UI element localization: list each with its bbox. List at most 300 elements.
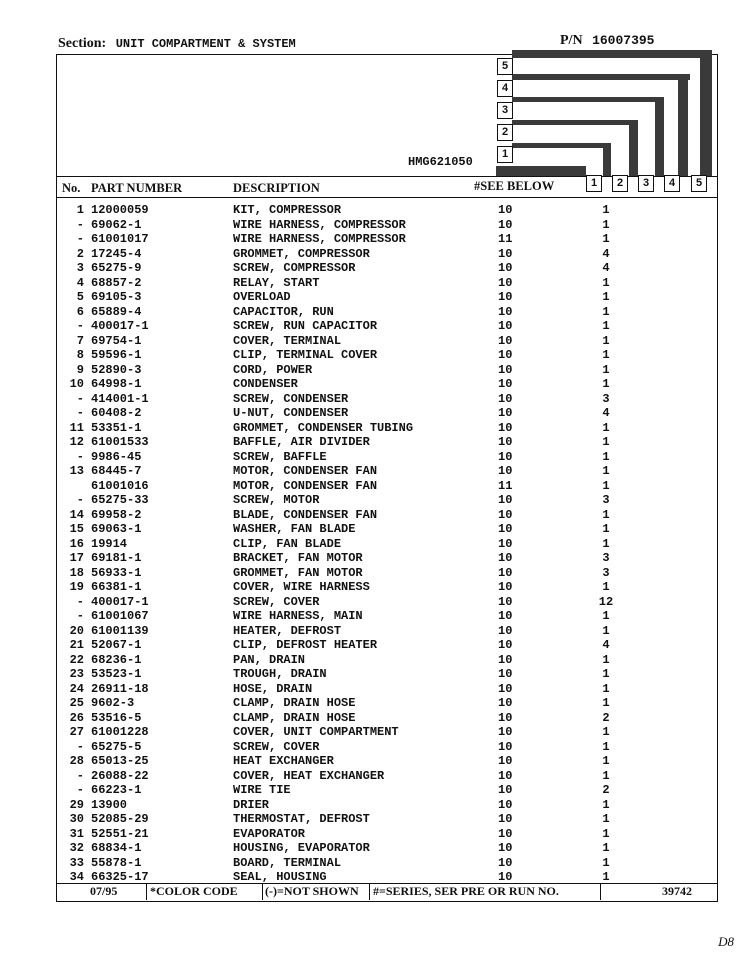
- series: 10: [498, 551, 513, 565]
- series: 10: [498, 362, 513, 377]
- series: 10: [498, 464, 513, 478]
- column-header-no: No.: [62, 181, 81, 195]
- item-number: -: [76, 406, 84, 420]
- description: CONDENSER: [233, 377, 298, 391]
- description: WIRE HARNESS, MAIN: [233, 609, 363, 623]
- quantity: 1: [602, 217, 610, 232]
- quantity: 1: [602, 870, 610, 884]
- series: 10: [498, 739, 513, 754]
- series: 10: [498, 290, 513, 304]
- quantity: 1: [602, 681, 610, 696]
- section-value: UNIT COMPARTMENT & SYSTEM: [115, 37, 296, 51]
- description: OVERLOAD: [233, 290, 291, 304]
- table-row: [0, 783, 750, 797]
- series: 10: [498, 304, 513, 319]
- series: 10: [498, 319, 513, 333]
- table-row: [0, 334, 750, 348]
- description: WIRE HARNESS, COMPRESSOR: [233, 232, 406, 246]
- item-number: 17: [69, 551, 84, 565]
- quantity: 1: [602, 826, 610, 841]
- item-number: 15: [69, 522, 84, 536]
- part-number: 400017-1: [91, 319, 149, 333]
- description: CLAMP, DRAIN HOSE: [233, 696, 356, 710]
- item-number: -: [76, 609, 84, 623]
- table-row: [0, 435, 750, 449]
- section-header: [58, 36, 296, 52]
- part-number: 68834-1: [91, 841, 142, 855]
- description: BOARD, TERMINAL: [233, 855, 342, 870]
- column-box-4: 4: [664, 175, 680, 192]
- quantity: 1: [602, 536, 610, 551]
- footer-date: 07/95: [90, 884, 118, 898]
- description: CAPACITOR, RUN: [233, 304, 334, 319]
- series: 10: [498, 493, 513, 507]
- part-number: 61001017: [91, 232, 149, 246]
- table-row: [0, 493, 750, 507]
- description: CLIP, DEFROST HEATER: [233, 638, 378, 652]
- column-box-1: 1: [586, 175, 602, 192]
- table-row: [0, 798, 750, 812]
- section-label: Section:: [58, 36, 107, 51]
- description: SCREW, COVER: [233, 739, 320, 754]
- table-row: [0, 870, 750, 884]
- part-number: 65275-5: [91, 739, 142, 754]
- series: 10: [498, 826, 513, 841]
- part-number: 65275-33: [91, 493, 149, 507]
- series: 10: [498, 783, 513, 797]
- part-number: 69181-1: [91, 551, 142, 565]
- table-row: [0, 609, 750, 623]
- series: 10: [498, 507, 513, 522]
- series: 10: [498, 754, 513, 768]
- item-number: -: [76, 739, 84, 754]
- table-row: [0, 363, 750, 377]
- series: 11: [498, 232, 513, 246]
- model-number: HMG621050: [408, 155, 473, 169]
- item-number: 13: [69, 464, 84, 478]
- quantity: 2: [602, 710, 610, 725]
- part-number: 65275-9: [91, 261, 142, 275]
- item-number: 29: [69, 797, 84, 812]
- quantity: 1: [602, 855, 610, 870]
- series: 10: [498, 348, 513, 362]
- series: 10: [498, 406, 513, 420]
- item-number: 11: [69, 420, 84, 435]
- quantity: 1: [602, 609, 610, 623]
- table-row: [0, 740, 750, 754]
- bracket-label-5: 5: [497, 58, 513, 75]
- quantity: 1: [602, 319, 610, 333]
- part-number: 69958-2: [91, 507, 142, 522]
- description: SCREW, MOTOR: [233, 493, 320, 507]
- series: 10: [498, 594, 513, 609]
- footer-doc-number: 39742: [662, 884, 692, 898]
- item-number: 25: [69, 696, 84, 710]
- item-number: 22: [69, 652, 84, 667]
- part-number: 17245-4: [91, 246, 142, 261]
- quantity: 1: [602, 377, 610, 391]
- series: 10: [498, 855, 513, 870]
- part-number: 53523-1: [91, 667, 142, 681]
- item-number: -: [76, 449, 84, 464]
- description: COVER, UNIT COMPARTMENT: [233, 725, 399, 739]
- item-number: -: [76, 232, 84, 246]
- quantity: 1: [602, 275, 610, 290]
- quantity: 1: [602, 522, 610, 536]
- quantity: 1: [602, 725, 610, 739]
- item-number: 10: [69, 377, 84, 391]
- item-number: 14: [69, 507, 84, 522]
- part-number: 52085-29: [91, 812, 149, 826]
- table-row: [0, 377, 750, 391]
- description: U-NUT, CONDENSER: [233, 406, 349, 420]
- series: 10: [498, 710, 513, 725]
- description: BAFFLE, AIR DIVIDER: [233, 435, 370, 449]
- table-row: [0, 232, 750, 246]
- quantity: 1: [602, 348, 610, 362]
- series: 11: [498, 478, 513, 493]
- part-number: 400017-1: [91, 594, 149, 609]
- table-row: [0, 841, 750, 855]
- quantity: 1: [602, 203, 610, 217]
- item-number: 33: [69, 855, 84, 870]
- table-row: [0, 508, 750, 522]
- part-number: 66381-1: [91, 580, 142, 594]
- part-number: 61001533: [91, 435, 149, 449]
- description: GROMMET, CONDENSER TUBING: [233, 420, 414, 435]
- description: CLAMP, DRAIN HOSE: [233, 710, 356, 725]
- description: RELAY, START: [233, 275, 320, 290]
- table-row: [0, 537, 750, 551]
- table-row: [0, 624, 750, 638]
- series: 10: [498, 638, 513, 652]
- item-number: 26: [69, 710, 84, 725]
- description: GROMMET, FAN MOTOR: [233, 565, 363, 580]
- description: KIT, COMPRESSOR: [233, 203, 342, 217]
- item-number: 27: [69, 725, 84, 739]
- series: 10: [498, 420, 513, 435]
- part-number: 52551-21: [91, 826, 149, 841]
- description: WIRE TIE: [233, 783, 291, 797]
- series: 10: [498, 449, 513, 464]
- part-number: 66325-17: [91, 870, 149, 884]
- item-number: 9: [76, 362, 84, 377]
- item-number: -: [76, 493, 84, 507]
- series: 10: [498, 652, 513, 667]
- quantity: 1: [602, 290, 610, 304]
- part-number: 61001228: [91, 725, 149, 739]
- description: WIRE HARNESS, COMPRESSOR: [233, 217, 406, 232]
- part-number: 9602-3: [91, 696, 135, 710]
- series: 10: [498, 725, 513, 739]
- series: 10: [498, 609, 513, 623]
- quantity: 1: [602, 362, 610, 377]
- item-number: 7: [76, 333, 84, 348]
- description: COVER, HEAT EXCHANGER: [233, 768, 385, 783]
- series: 10: [498, 203, 513, 217]
- quantity: 1: [602, 333, 610, 348]
- bracket-label-2: 2: [497, 124, 513, 141]
- bracket-label-1: 1: [497, 146, 513, 163]
- item-number: 24: [69, 681, 84, 696]
- item-number: 3: [76, 261, 84, 275]
- table-row: [0, 479, 750, 493]
- series: 10: [498, 522, 513, 536]
- table-row: [0, 827, 750, 841]
- pn-value: 16007395: [592, 33, 655, 48]
- part-number: 53351-1: [91, 420, 142, 435]
- part-number: 9986-45: [91, 449, 142, 464]
- quantity: 1: [602, 232, 610, 246]
- part-number: 52890-3: [91, 362, 142, 377]
- quantity: 3: [602, 493, 610, 507]
- part-number: 66223-1: [91, 783, 142, 797]
- table-row: [0, 682, 750, 696]
- quantity: 3: [602, 565, 610, 580]
- table-row: [0, 218, 750, 232]
- description: HOSE, DRAIN: [233, 681, 313, 696]
- quantity: 4: [602, 638, 610, 652]
- item-number: 34: [69, 870, 84, 884]
- part-number: 65013-25: [91, 754, 149, 768]
- table-row: [0, 392, 750, 406]
- series: 10: [498, 333, 513, 348]
- table-row: [0, 638, 750, 652]
- table-row: [0, 566, 750, 580]
- quantity: 4: [602, 246, 610, 261]
- series: 10: [498, 681, 513, 696]
- item-number: 8: [76, 348, 84, 362]
- part-number: 12000059: [91, 203, 149, 217]
- quantity: 1: [602, 754, 610, 768]
- description: GROMMET, COMPRESSOR: [233, 246, 370, 261]
- series: 10: [498, 261, 513, 275]
- pn-label: P/N: [560, 33, 583, 48]
- table-row: [0, 450, 750, 464]
- description: CLIP, FAN BLADE: [233, 536, 342, 551]
- part-number: 69063-1: [91, 522, 142, 536]
- table-row: [0, 247, 750, 261]
- part-number: 61001067: [91, 609, 149, 623]
- part-number: 19914: [91, 536, 128, 551]
- header-divider-bottom: [56, 197, 718, 198]
- corner-mark: D8: [718, 934, 734, 949]
- description: PAN, DRAIN: [233, 652, 306, 667]
- description: SCREW, RUN CAPACITOR: [233, 319, 378, 333]
- table-row: [0, 580, 750, 594]
- part-number: 52067-1: [91, 638, 142, 652]
- table-row: [0, 305, 750, 319]
- table-row: [0, 725, 750, 739]
- description: EVAPORATOR: [233, 826, 306, 841]
- description: HOUSING, EVAPORATOR: [233, 841, 370, 855]
- table-row: [0, 754, 750, 768]
- table-row: [0, 319, 750, 333]
- part-number: 64998-1: [91, 377, 142, 391]
- table-row: [0, 348, 750, 362]
- quantity: 2: [602, 783, 610, 797]
- table-row: [0, 551, 750, 565]
- quantity: 1: [602, 667, 610, 681]
- part-number-header: [560, 33, 654, 49]
- series: 10: [498, 797, 513, 812]
- quantity: 1: [602, 507, 610, 522]
- column-header-part-number: PART NUMBER: [91, 181, 183, 195]
- quantity: 1: [602, 739, 610, 754]
- quantity: 3: [602, 391, 610, 406]
- description: SEAL, HOUSING: [233, 870, 327, 884]
- part-number: 53516-5: [91, 710, 142, 725]
- description: SCREW, BAFFLE: [233, 449, 327, 464]
- series: 10: [498, 812, 513, 826]
- item-number: 18: [69, 565, 84, 580]
- table-row: [0, 653, 750, 667]
- item-number: -: [76, 768, 84, 783]
- part-number: 65889-4: [91, 304, 142, 319]
- table-row: [0, 696, 750, 710]
- description: SCREW, COMPRESSOR: [233, 261, 356, 275]
- part-number: 26911-18: [91, 681, 149, 696]
- description: HEAT EXCHANGER: [233, 754, 334, 768]
- quantity: 12: [598, 594, 614, 609]
- table-row: [0, 290, 750, 304]
- series: 10: [498, 217, 513, 232]
- part-number: 61001016: [91, 478, 149, 493]
- description: BLADE, CONDENSER FAN: [233, 507, 378, 522]
- part-number: 13900: [91, 797, 128, 812]
- item-number: -: [76, 783, 84, 797]
- part-number: 61001139: [91, 623, 149, 638]
- table-row: [0, 464, 750, 478]
- quantity: 1: [602, 420, 610, 435]
- description: DRIER: [233, 797, 270, 812]
- item-number: 4: [76, 275, 84, 290]
- part-number: 60408-2: [91, 406, 142, 420]
- series: 10: [498, 841, 513, 855]
- quantity: 1: [602, 797, 610, 812]
- item-number: -: [76, 319, 84, 333]
- quantity: 1: [602, 652, 610, 667]
- description: COVER, WIRE HARNESS: [233, 580, 370, 594]
- column-box-5: 5: [691, 175, 707, 192]
- series: 10: [498, 580, 513, 594]
- item-number: 6: [76, 304, 84, 319]
- description: MOTOR, CONDENSER FAN: [233, 464, 378, 478]
- part-number: 69062-1: [91, 217, 142, 232]
- series: 10: [498, 623, 513, 638]
- description: WASHER, FAN BLADE: [233, 522, 356, 536]
- description: BRACKET, FAN MOTOR: [233, 551, 363, 565]
- part-number: 68445-7: [91, 464, 142, 478]
- table-row: [0, 203, 750, 217]
- part-number: 68236-1: [91, 652, 142, 667]
- quantity: 4: [602, 261, 610, 275]
- series: 10: [498, 667, 513, 681]
- series: 10: [498, 275, 513, 290]
- description: MOTOR, CONDENSER FAN: [233, 478, 378, 493]
- column-box-3: 3: [638, 175, 654, 192]
- table-row: [0, 595, 750, 609]
- part-number: 414001-1: [91, 391, 149, 406]
- quantity: 3: [602, 551, 610, 565]
- item-number: 21: [69, 638, 84, 652]
- bracket-label-3: 3: [497, 102, 513, 119]
- table-row: [0, 406, 750, 420]
- part-number: 69105-3: [91, 290, 142, 304]
- table-row: [0, 667, 750, 681]
- column-header-see-below: #SEE BELOW: [474, 179, 555, 193]
- part-number: 56933-1: [91, 565, 142, 580]
- bracket-label-4: 4: [497, 80, 513, 97]
- quantity: 1: [602, 478, 610, 493]
- part-number: 55878-1: [91, 855, 142, 870]
- item-number: 19: [69, 580, 84, 594]
- quantity: 1: [602, 464, 610, 478]
- item-number: -: [76, 217, 84, 232]
- series: 10: [498, 870, 513, 884]
- quantity: 1: [602, 449, 610, 464]
- description: SCREW, COVER: [233, 594, 320, 609]
- quantity: 1: [602, 304, 610, 319]
- item-number: 16: [69, 536, 84, 551]
- item-number: 32: [69, 841, 84, 855]
- series: 10: [498, 391, 513, 406]
- item-number: -: [76, 391, 84, 406]
- quantity: 1: [602, 812, 610, 826]
- item-number: 23: [69, 667, 84, 681]
- table-row: [0, 856, 750, 870]
- item-number: 1: [76, 203, 84, 217]
- footer-series-legend: #=SERIES, SER PRE OR RUN NO.: [373, 884, 559, 898]
- quantity: 1: [602, 435, 610, 449]
- table-row: [0, 421, 750, 435]
- series: 10: [498, 377, 513, 391]
- part-number: 59596-1: [91, 348, 142, 362]
- item-number: 31: [69, 826, 84, 841]
- item-number: 30: [69, 812, 84, 826]
- quantity: 1: [602, 623, 610, 638]
- description: CORD, POWER: [233, 362, 313, 377]
- table-row: [0, 276, 750, 290]
- quantity: 1: [602, 841, 610, 855]
- table-row: [0, 522, 750, 536]
- description: TROUGH, DRAIN: [233, 667, 327, 681]
- part-number: 69754-1: [91, 333, 142, 348]
- table-row: [0, 812, 750, 826]
- series: 10: [498, 435, 513, 449]
- item-number: 5: [76, 290, 84, 304]
- description: HEATER, DEFROST: [233, 623, 342, 638]
- quantity: 1: [602, 580, 610, 594]
- column-box-2: 2: [612, 175, 628, 192]
- quantity: 4: [602, 406, 610, 420]
- description: COVER, TERMINAL: [233, 333, 342, 348]
- series: 10: [498, 246, 513, 261]
- item-number: 28: [69, 754, 84, 768]
- description: SCREW, CONDENSER: [233, 391, 349, 406]
- part-number: 68857-2: [91, 275, 142, 290]
- description: CLIP, TERMINAL COVER: [233, 348, 378, 362]
- item-number: 12: [69, 435, 84, 449]
- table-row: [0, 769, 750, 783]
- series: 10: [498, 536, 513, 551]
- column-header-description: DESCRIPTION: [233, 181, 320, 195]
- quantity: 1: [602, 768, 610, 783]
- series: 10: [498, 565, 513, 580]
- description: THERMOSTAT, DEFROST: [233, 812, 370, 826]
- series: 10: [498, 768, 513, 783]
- item-number: -: [76, 594, 84, 609]
